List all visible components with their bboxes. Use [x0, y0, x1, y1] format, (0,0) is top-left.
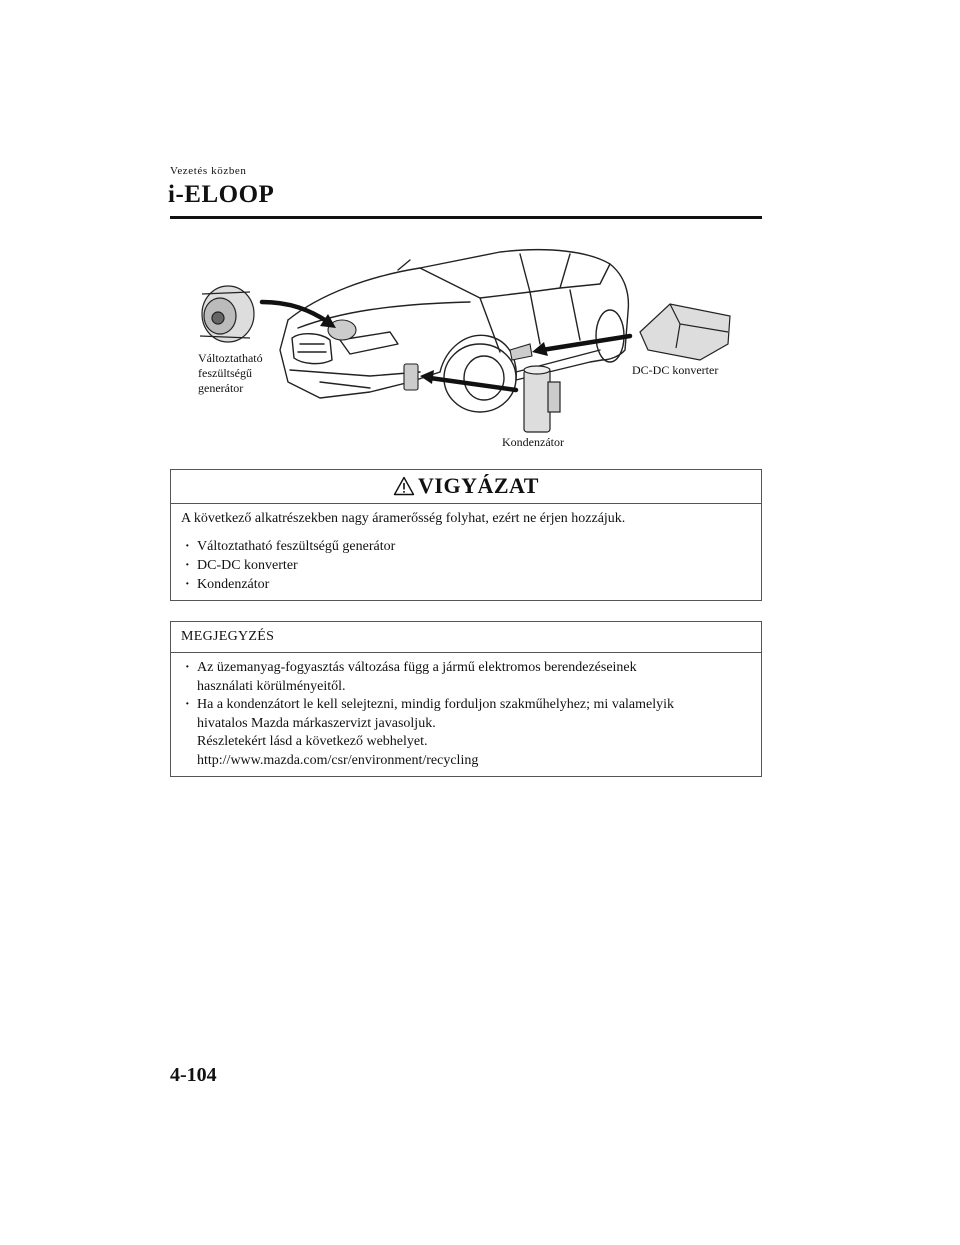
note-list	[183, 659, 674, 771]
caution-list	[183, 537, 395, 594]
list-item: · Kondenzátor	[183, 575, 395, 594]
caution-header	[171, 470, 761, 504]
note-item2-line1: Ha a kondenzátort le kell selejtezni, mindig forduljon szakműhelyhez; mi valamelyik	[197, 697, 675, 713]
list-item: · DC-DC konverter	[183, 556, 395, 575]
dcdc-converter-part	[640, 304, 730, 360]
car-illustration	[170, 232, 762, 460]
note-title: MEGJEGYZÉS	[181, 629, 275, 644]
generator-label-line2: feszültségű	[198, 366, 252, 380]
section-label: Vezetés közben	[170, 165, 247, 177]
generator-part	[200, 286, 254, 342]
note-box	[170, 621, 762, 777]
note-item1-line2: használati körülményeitől.	[197, 678, 346, 694]
caution-box	[170, 469, 762, 601]
warning-triangle-icon	[393, 476, 415, 496]
capacitor-label: Kondenzátor	[502, 435, 564, 449]
caution-title: VIGYÁZAT	[418, 473, 539, 498]
generator-label-line3: generátor	[198, 381, 244, 395]
recycling-url: http://www.mazda.com/csr/environment/recycling	[197, 752, 479, 768]
note-item2-line2: hivatalos Mazda márkaszervizt javasoljuk.	[197, 715, 436, 731]
page-number: 4-104	[170, 1064, 217, 1086]
note-item1-line1: Az üzemanyag-fogyasztás változása függ a jármű elektromos berendezéseinek	[197, 660, 637, 675]
svg-text:Változtatható feszültség	[198, 351, 266, 395]
capacitor-part	[524, 366, 560, 432]
header-divider	[170, 216, 762, 219]
list-item	[183, 659, 674, 696]
note-header	[171, 622, 761, 653]
list-item	[183, 696, 674, 770]
caution-intro: A következő alkatrészekben nagy áramerősség folyhat, ezért ne érjen hozzájuk.	[181, 511, 626, 526]
component-location-figure	[170, 232, 762, 460]
dcdc-label: DC-DC konverter	[632, 363, 719, 377]
page-title: i-ELOOP	[168, 181, 275, 208]
generator-label-line1: Változtatható	[198, 351, 263, 365]
list-item: · Változtatható feszültségű generátor	[183, 537, 395, 556]
note-item2-line3: Részletekért lásd a következő webhelyet.	[197, 734, 428, 750]
